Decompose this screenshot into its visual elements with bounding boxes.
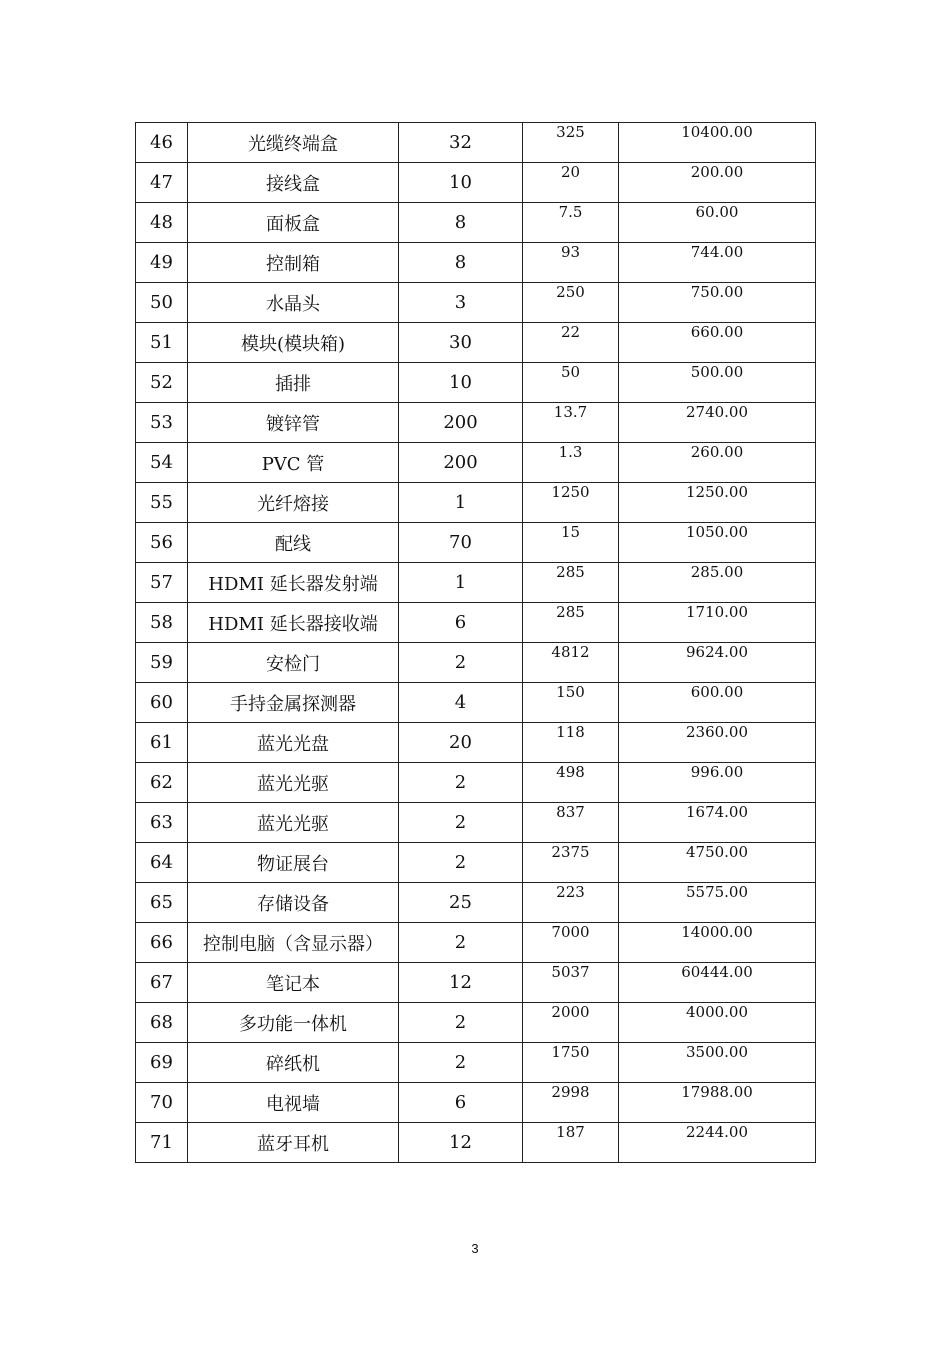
unit-price-cell: 187 xyxy=(523,1123,619,1163)
table-row xyxy=(136,803,816,843)
unit-price-cell: 1250 xyxy=(523,483,619,523)
unit-price-cell: 5037 xyxy=(523,963,619,1003)
item-name-cell: 多功能一体机 xyxy=(188,1003,399,1043)
table-row xyxy=(136,243,816,283)
total-price-cell: 4000.00 xyxy=(619,1003,816,1043)
row-number-cell: 56 xyxy=(136,523,188,563)
quantity-cell: 1 xyxy=(399,563,523,603)
total-price-cell: 2360.00 xyxy=(619,723,816,763)
page-number: 3 xyxy=(471,1241,479,1256)
unit-price-cell: 223 xyxy=(523,883,619,923)
total-price-cell: 4750.00 xyxy=(619,843,816,883)
row-number-cell: 59 xyxy=(136,643,188,683)
unit-price-cell: 285 xyxy=(523,563,619,603)
row-number-cell: 61 xyxy=(136,723,188,763)
row-number-cell: 58 xyxy=(136,603,188,643)
row-number-cell: 69 xyxy=(136,1043,188,1083)
total-price-cell: 60444.00 xyxy=(619,963,816,1003)
unit-price-cell: 498 xyxy=(523,763,619,803)
table-row xyxy=(136,363,816,403)
table-row xyxy=(136,203,816,243)
row-number-cell: 64 xyxy=(136,843,188,883)
row-number-cell: 68 xyxy=(136,1003,188,1043)
unit-price-cell: 4812 xyxy=(523,643,619,683)
row-number-cell: 53 xyxy=(136,403,188,443)
quantity-cell: 8 xyxy=(399,203,523,243)
quantity-cell: 3 xyxy=(399,283,523,323)
quantity-cell: 30 xyxy=(399,323,523,363)
item-name-cell: PVC 管 xyxy=(188,443,399,483)
item-name-cell: 蓝牙耳机 xyxy=(188,1123,399,1163)
item-name-cell: HDMI 延长器发射端 xyxy=(188,563,399,603)
quantity-cell: 12 xyxy=(399,963,523,1003)
item-name-cell: 安检门 xyxy=(188,643,399,683)
quantity-cell: 25 xyxy=(399,883,523,923)
quantity-cell: 20 xyxy=(399,723,523,763)
table-row xyxy=(136,563,816,603)
item-name-cell: 电视墙 xyxy=(188,1083,399,1123)
quantity-cell: 6 xyxy=(399,603,523,643)
row-number-cell: 70 xyxy=(136,1083,188,1123)
table-row xyxy=(136,123,816,163)
item-name-cell: 面板盒 xyxy=(188,203,399,243)
quantity-cell: 70 xyxy=(399,523,523,563)
unit-price-cell: 93 xyxy=(523,243,619,283)
row-number-cell: 50 xyxy=(136,283,188,323)
item-name-cell: 配线 xyxy=(188,523,399,563)
total-price-cell: 2244.00 xyxy=(619,1123,816,1163)
quantity-cell: 2 xyxy=(399,763,523,803)
table-row xyxy=(136,483,816,523)
unit-price-cell: 20 xyxy=(523,163,619,203)
quantity-cell: 4 xyxy=(399,683,523,723)
unit-price-cell: 118 xyxy=(523,723,619,763)
total-price-cell: 600.00 xyxy=(619,683,816,723)
total-price-cell: 3500.00 xyxy=(619,1043,816,1083)
unit-price-cell: 7000 xyxy=(523,923,619,963)
quantity-cell: 12 xyxy=(399,1123,523,1163)
item-name-cell: 碎纸机 xyxy=(188,1043,399,1083)
row-number-cell: 60 xyxy=(136,683,188,723)
quantity-cell: 2 xyxy=(399,923,523,963)
total-price-cell: 996.00 xyxy=(619,763,816,803)
total-price-cell: 744.00 xyxy=(619,243,816,283)
item-name-cell: HDMI 延长器接收端 xyxy=(188,603,399,643)
unit-price-cell: 285 xyxy=(523,603,619,643)
table-row xyxy=(136,963,816,1003)
row-number-cell: 71 xyxy=(136,1123,188,1163)
item-name-cell: 镀锌管 xyxy=(188,403,399,443)
quantity-cell: 1 xyxy=(399,483,523,523)
total-price-cell: 260.00 xyxy=(619,443,816,483)
table-row xyxy=(136,323,816,363)
item-name-cell: 插排 xyxy=(188,363,399,403)
total-price-cell: 1050.00 xyxy=(619,523,816,563)
total-price-cell: 2740.00 xyxy=(619,403,816,443)
unit-price-cell: 2375 xyxy=(523,843,619,883)
quantity-cell: 2 xyxy=(399,843,523,883)
quantity-cell: 10 xyxy=(399,163,523,203)
total-price-cell: 660.00 xyxy=(619,323,816,363)
row-number-cell: 52 xyxy=(136,363,188,403)
total-price-cell: 10400.00 xyxy=(619,123,816,163)
quantity-cell: 2 xyxy=(399,643,523,683)
item-name-cell: 接线盒 xyxy=(188,163,399,203)
unit-price-cell: 22 xyxy=(523,323,619,363)
quantity-cell: 2 xyxy=(399,1043,523,1083)
item-name-cell: 笔记本 xyxy=(188,963,399,1003)
table-row xyxy=(136,683,816,723)
quantity-cell: 8 xyxy=(399,243,523,283)
total-price-cell: 285.00 xyxy=(619,563,816,603)
table-row xyxy=(136,1003,816,1043)
unit-price-cell: 15 xyxy=(523,523,619,563)
item-name-cell: 光纤熔接 xyxy=(188,483,399,523)
total-price-cell: 1250.00 xyxy=(619,483,816,523)
unit-price-cell: 50 xyxy=(523,363,619,403)
unit-price-cell: 325 xyxy=(523,123,619,163)
total-price-cell: 500.00 xyxy=(619,363,816,403)
total-price-cell: 200.00 xyxy=(619,163,816,203)
row-number-cell: 62 xyxy=(136,763,188,803)
row-number-cell: 46 xyxy=(136,123,188,163)
item-name-cell: 手持金属探测器 xyxy=(188,683,399,723)
row-number-cell: 49 xyxy=(136,243,188,283)
quantity-cell: 200 xyxy=(399,443,523,483)
total-price-cell: 60.00 xyxy=(619,203,816,243)
unit-price-cell: 1.3 xyxy=(523,443,619,483)
table-row xyxy=(136,163,816,203)
unit-price-cell: 837 xyxy=(523,803,619,843)
quantity-cell: 200 xyxy=(399,403,523,443)
equipment-price-table xyxy=(135,122,816,1163)
item-name-cell: 水晶头 xyxy=(188,283,399,323)
item-name-cell: 控制箱 xyxy=(188,243,399,283)
total-price-cell: 1710.00 xyxy=(619,603,816,643)
table-row xyxy=(136,523,816,563)
unit-price-cell: 150 xyxy=(523,683,619,723)
total-price-cell: 9624.00 xyxy=(619,643,816,683)
total-price-cell: 1674.00 xyxy=(619,803,816,843)
unit-price-cell: 2998 xyxy=(523,1083,619,1123)
unit-price-cell: 2000 xyxy=(523,1003,619,1043)
item-name-cell: 存储设备 xyxy=(188,883,399,923)
table-row xyxy=(136,603,816,643)
quantity-cell: 2 xyxy=(399,1003,523,1043)
table-row xyxy=(136,763,816,803)
row-number-cell: 48 xyxy=(136,203,188,243)
row-number-cell: 67 xyxy=(136,963,188,1003)
unit-price-cell: 13.7 xyxy=(523,403,619,443)
quantity-cell: 10 xyxy=(399,363,523,403)
row-number-cell: 63 xyxy=(136,803,188,843)
item-name-cell: 物证展台 xyxy=(188,843,399,883)
unit-price-cell: 7.5 xyxy=(523,203,619,243)
table-row xyxy=(136,723,816,763)
row-number-cell: 47 xyxy=(136,163,188,203)
quantity-cell: 2 xyxy=(399,803,523,843)
unit-price-cell: 250 xyxy=(523,283,619,323)
table-row xyxy=(136,283,816,323)
total-price-cell: 17988.00 xyxy=(619,1083,816,1123)
table-row xyxy=(136,923,816,963)
item-name-cell: 模块(模块箱) xyxy=(188,323,399,363)
total-price-cell: 750.00 xyxy=(619,283,816,323)
total-price-cell: 14000.00 xyxy=(619,923,816,963)
table-body xyxy=(136,123,816,1163)
table-row xyxy=(136,1043,816,1083)
item-name-cell: 蓝光光驱 xyxy=(188,803,399,843)
row-number-cell: 51 xyxy=(136,323,188,363)
table-row xyxy=(136,643,816,683)
table-row xyxy=(136,1123,816,1163)
item-name-cell: 蓝光光驱 xyxy=(188,763,399,803)
row-number-cell: 55 xyxy=(136,483,188,523)
item-name-cell: 光缆终端盒 xyxy=(188,123,399,163)
table-row xyxy=(136,1083,816,1123)
table-row xyxy=(136,443,816,483)
table-row xyxy=(136,843,816,883)
row-number-cell: 54 xyxy=(136,443,188,483)
item-name-cell: 蓝光光盘 xyxy=(188,723,399,763)
total-price-cell: 5575.00 xyxy=(619,883,816,923)
item-name-cell: 控制电脑（含显示器） xyxy=(188,923,399,963)
quantity-cell: 6 xyxy=(399,1083,523,1123)
row-number-cell: 65 xyxy=(136,883,188,923)
row-number-cell: 57 xyxy=(136,563,188,603)
quantity-cell: 32 xyxy=(399,123,523,163)
table-row xyxy=(136,403,816,443)
unit-price-cell: 1750 xyxy=(523,1043,619,1083)
table-row xyxy=(136,883,816,923)
row-number-cell: 66 xyxy=(136,923,188,963)
